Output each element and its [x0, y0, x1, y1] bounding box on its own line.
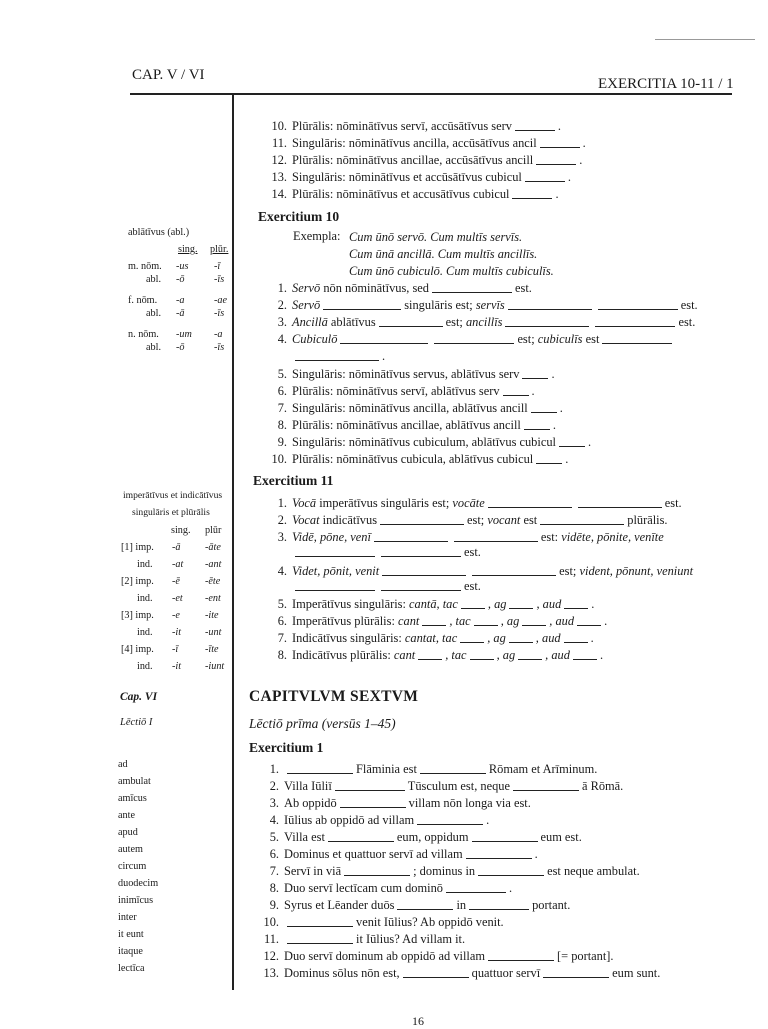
margin-abl-plur: -īs	[214, 274, 225, 285]
margin-imp-plur: -āte	[205, 542, 221, 553]
margin-abl-plur: -a	[214, 329, 223, 340]
exercise-1-title: Exercitium 1	[249, 740, 324, 755]
header-exercise: EXERCITIA 10-11 / 1	[598, 76, 734, 92]
ex10-item-3: 3. Ancillā ablātīvus est; ancillīs est.	[277, 315, 696, 329]
cap6-item-9: 9. Syrus et Lēander duōs in portant.	[269, 898, 571, 912]
vocab-item: circum	[118, 861, 147, 872]
ex10-item: 10. Plūrālis: nōminātīvus cubicula, ablātīvus cubicul .	[271, 452, 569, 466]
margin-imp-row-label: [4] imp.	[121, 644, 154, 655]
margin-abl-plur: -īs	[214, 308, 225, 319]
margin-abl-row-label: abl.	[146, 342, 161, 353]
margin-imp-plur: -īte	[205, 644, 219, 655]
vocab-item: lectīca	[118, 963, 145, 974]
margin-imp-sing: -ā	[172, 542, 181, 553]
exercise-10-title: Exercitium 10	[258, 209, 340, 224]
margin-abl-col: plūr.	[210, 244, 229, 255]
ex10-item: 9. Singulāris: nōminātīvus cubiculum, ablātīvus cubicul .	[277, 435, 592, 449]
margin-imp-row-label: ind.	[137, 627, 153, 638]
vocab-item: apud	[118, 827, 138, 838]
margin-imp-plur: -unt	[205, 627, 222, 638]
cap6-item-2: 2. Villa Iūliī Tūsculum est, neque ā Rōmā.	[269, 779, 624, 793]
margin-lectio-label: Lēctiō I	[120, 717, 153, 728]
vocab-item: itaque	[118, 946, 143, 957]
margin-abl-sing: -um	[176, 329, 192, 340]
cap6-item-10: 10. venit Iūlius? Ab oppidō venit.	[263, 915, 504, 929]
ex11-item-2: 2. Vocat indicātīvus est; vocant est plūrālis.	[277, 513, 668, 527]
cap6-item-7: 7. Servī in viā ; dominus in est neque ambulat.	[269, 864, 640, 878]
ex11-item-4: 4. Videt, pōnit, venit est; vident, pōnunt, veniunt	[277, 564, 694, 578]
margin-imp-row-label: ind.	[137, 559, 153, 570]
ex11-item-7: 7. Indicātīvus singulāris: cantat, tac , ag , aud .	[277, 631, 594, 645]
margin-abl-plur: -īs	[214, 342, 225, 353]
top-item: 10. Plūrālis: nōminātīvus servī, accūsātīvus serv .	[271, 119, 562, 133]
vocab-item: amīcus	[118, 793, 147, 804]
ex11-item-3: 3. Vidē, pōne, venī est: vidēte, pōnite, venīte	[277, 530, 664, 544]
ex10-item-1: 1. Servō nōn nōminātīvus, sed est.	[277, 281, 532, 295]
margin-imp-col: sing.	[171, 525, 191, 536]
margin-abl-row-label: f. nōm.	[128, 295, 158, 306]
margin-abl-sing: -ō	[176, 342, 185, 353]
margin-imp-title: imperātīvus et indicātīvus	[123, 490, 223, 501]
column-rule	[232, 95, 234, 990]
ex10-item: 5. Singulāris: nōminātīvus servus, ablātīvus serv .	[277, 367, 555, 381]
margin-abl-row-label: abl.	[146, 308, 161, 319]
ex11-item-3-cont: est.	[292, 546, 481, 558]
margin-imp-row-label: [3] imp.	[121, 610, 154, 621]
margin-imp-row-label: ind.	[137, 661, 153, 672]
example-line: Cum ūnō servō. Cum multīs servīs.	[349, 230, 523, 244]
cap6-item-3: 3. Ab oppidō villam nōn longa via est.	[269, 796, 531, 810]
top-item: 11. Singulāris: nōminātīvus ancilla, accūsātīvus ancil .	[271, 136, 586, 150]
margin-imp-plur: -ant	[205, 559, 222, 570]
cap6-item-5: 5. Villa est eum, oppidum eum est.	[269, 830, 582, 844]
ex10-item-2: 2. Servō singulāris est; servīs est.	[277, 298, 698, 312]
cap6-item-4: 4. Iūlius ab oppidō ad villam .	[269, 813, 490, 827]
header-rule	[130, 93, 732, 95]
cap6-item-11: 11. it Iūlius? Ad villam it.	[263, 932, 466, 946]
margin-imp-sing: -it	[172, 661, 182, 672]
margin-imp-sing: -et	[172, 593, 183, 604]
example-line: Cum ūnā ancillā. Cum multīs ancillīs.	[349, 247, 538, 261]
vocab-item: duodecim	[118, 878, 159, 889]
vocab-item: inter	[118, 912, 137, 923]
page-number: 16	[412, 1014, 424, 1028]
margin-imp-plur: -iunt	[205, 661, 225, 672]
vocab-item: it eunt	[118, 929, 144, 940]
margin-imp-row-label: ind.	[137, 593, 153, 604]
margin-imp-row-label: [1] imp.	[121, 542, 154, 553]
exercise-11-title: Exercitium 11	[253, 473, 334, 488]
vocab-item: ambulat	[118, 776, 151, 787]
ex10-item: 7. Singulāris: nōminātīvus ancilla, ablātīvus ancill .	[277, 401, 563, 415]
margin-abl-sing: -us	[176, 261, 189, 272]
margin-imp-sing: -e	[172, 610, 180, 621]
cap6-item-12: 12. Duo servī dominum ab oppidō ad villam [= portant].	[263, 949, 614, 963]
margin-imp-plur: -ēte	[205, 576, 221, 587]
margin-imp-sing: -ē	[172, 576, 180, 587]
margin-imp-plur: -ent	[205, 593, 221, 604]
cap6-item-1: 1. Flāminia est Rōmam et Arīminum.	[269, 762, 598, 776]
margin-abl-sing: -a	[176, 295, 185, 306]
margin-imp-title: singulāris et plūrālis	[132, 507, 210, 518]
ex11-item-1: 1. Vocā imperātīvus singulāris est; vocāte est.	[277, 496, 682, 510]
margin-abl-row-label: abl.	[146, 274, 161, 285]
ex11-item-6: 6. Imperātīvus plūrālis: cant , tac , ag , aud .	[277, 614, 608, 628]
ex11-item-5: 5. Imperātīvus singulāris: cantā, tac , ag , aud .	[277, 597, 595, 611]
top-item: 14. Plūrālis: nōminātīvus et accusātīvus cubicul .	[271, 187, 559, 201]
header-chapter: CAP. V / VI	[132, 67, 205, 83]
ex10-item-4-cont: .	[292, 350, 385, 362]
margin-imp-plur: -ite	[205, 610, 219, 621]
ex10-item: 6. Plūrālis: nōminātīvus servī, ablātīvus serv .	[277, 384, 535, 398]
ex11-item-8: 8. Indicātīvus plūrālis: cant , tac , ag , aud .	[277, 648, 604, 662]
ex11-item-4-cont: est.	[292, 580, 481, 592]
margin-imp-sing: -at	[172, 559, 184, 570]
cap6-item-8: 8. Duo servī lectīcam cum dominō .	[269, 881, 513, 895]
top-item: 12. Plūrālis: nōminātīvus ancillae, accūsātīvus ancill .	[271, 153, 583, 167]
vocab-item: ante	[118, 810, 135, 821]
corner-mark	[655, 39, 755, 40]
lectio-title: Lēctiō prīma (versūs 1–45)	[249, 716, 396, 731]
margin-imp-sing: -ī	[172, 644, 179, 655]
margin-abl-row-label: n. nōm.	[128, 329, 159, 340]
margin-imp-col: plūr	[205, 525, 222, 536]
ex10-item-4: 4. Cubiculō est; cubiculīs est	[268, 333, 675, 345]
cap6-item-6: 6. Dominus et quattuor servī ad villam .	[269, 847, 538, 861]
example-line: Cum ūnō cubiculō. Cum multīs cubiculīs.	[349, 264, 554, 278]
margin-abl-row-label: m. nōm.	[128, 261, 162, 272]
margin-abl-sing: -ō	[176, 274, 185, 285]
vocab-item: inimīcus	[118, 895, 154, 906]
margin-abl-sing: -ā	[176, 308, 185, 319]
vocab-item: ad	[118, 759, 128, 770]
vocab-item: autem	[118, 844, 143, 855]
top-item: 13. Singulāris: nōminātīvus et accūsātīvus cubicul .	[271, 170, 571, 184]
cap6-item-13: 13. Dominus sōlus nōn est, quattuor servī eum sunt.	[263, 966, 661, 980]
margin-abl-col: sing.	[178, 244, 198, 255]
margin-abl-plur: -ī	[214, 261, 221, 272]
example-label: Exempla:	[293, 229, 341, 243]
margin-abl-plur: -ae	[214, 295, 228, 306]
ex10-item: 8. Plūrālis: nōminātīvus ancillae, ablātīvus ancill .	[277, 418, 556, 432]
margin-imp-row-label: [2] imp.	[121, 576, 154, 587]
margin-imp-sing: -it	[172, 627, 182, 638]
margin-abl-title: ablātīvus (abl.)	[128, 227, 190, 238]
margin-cap-label: Cap. VI	[120, 691, 158, 703]
chapter-title: CAPITVLVM SEXTVM	[249, 688, 419, 705]
